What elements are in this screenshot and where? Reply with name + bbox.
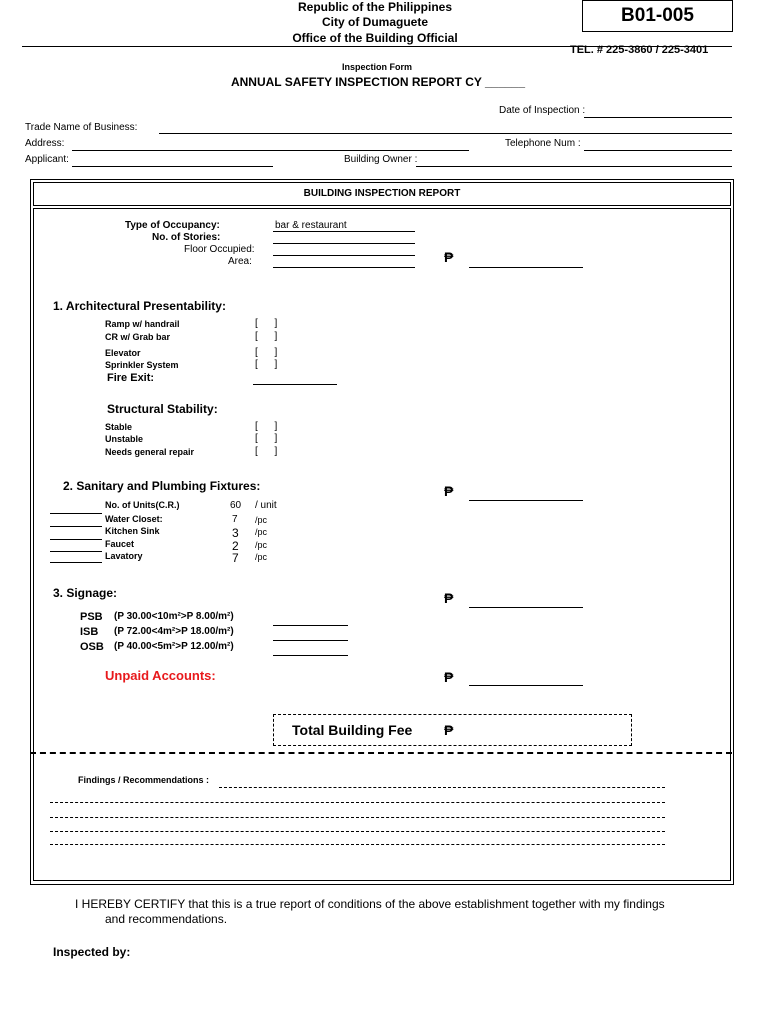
occupancy-field[interactable]	[273, 231, 415, 232]
date-field[interactable]	[584, 117, 732, 118]
checkbox-repair[interactable]: [ ]	[255, 446, 278, 457]
trade-label: Trade Name of Business:	[25, 122, 138, 133]
owner-field[interactable]	[416, 166, 732, 167]
applicant-field[interactable]	[72, 166, 273, 167]
findings-line[interactable]	[50, 817, 665, 818]
peso-sign: ₱	[444, 590, 454, 606]
address-field[interactable]	[72, 150, 469, 151]
checkbox-elevator[interactable]: [ ]	[255, 347, 278, 358]
header-office: Office of the Building Official	[292, 31, 458, 45]
arch-item: Ramp w/ handrail	[105, 319, 180, 329]
fixture-unit: /pc	[255, 552, 268, 562]
fixture-blank[interactable]	[50, 513, 102, 514]
fixture-unit: /pc	[255, 515, 268, 525]
signage-field[interactable]	[273, 640, 348, 641]
units-label: No. of Units(C.R.)	[105, 500, 180, 510]
address-label: Address:	[25, 138, 65, 149]
telephone-field[interactable]	[584, 150, 732, 151]
header-republic: Republic of the Philippines	[297, 0, 452, 14]
report-title-box	[33, 182, 731, 206]
applicant-label: Applicant:	[25, 154, 69, 165]
findings-line[interactable]	[50, 802, 665, 803]
findings-line[interactable]	[50, 831, 665, 832]
area-field[interactable]	[273, 267, 415, 268]
checkbox-unstable[interactable]: [ ]	[255, 433, 278, 444]
fixture-blank[interactable]	[50, 539, 102, 540]
checkbox-cr[interactable]: [ ]	[255, 331, 278, 342]
signage-title: 3. Signage:	[53, 586, 118, 600]
certify-text-2: and recommendations.	[105, 912, 228, 926]
checkbox-ramp[interactable]: [ ]	[255, 318, 278, 329]
floor-label: Floor Occupied:	[184, 244, 255, 255]
section-divider	[30, 752, 732, 754]
signage-code: ISB	[80, 626, 99, 638]
sanitary-title: 2. Sanitary and Plumbing Fixtures:	[63, 479, 261, 493]
fire-exit-label: Fire Exit:	[107, 372, 155, 384]
header-tel: TEL. # 225-3860 / 225-3401	[570, 44, 709, 56]
unpaid-fee-field[interactable]	[469, 685, 583, 686]
structural-item: Stable	[105, 422, 133, 432]
signage-fee-field[interactable]	[469, 607, 583, 608]
structural-title: Structural Stability:	[107, 402, 218, 416]
arch-item: Elevator	[105, 348, 141, 358]
telephone-label: Telephone Num :	[505, 138, 581, 149]
signage-rate: (P 72.00<4m²>P 18.00/m²)	[114, 626, 234, 637]
signage-code: OSB	[80, 641, 104, 653]
trade-field[interactable]	[159, 133, 732, 134]
fire-exit-field[interactable]	[253, 384, 337, 385]
peso-sign: ₱	[444, 483, 454, 499]
arch-item: CR w/ Grab bar	[105, 332, 171, 342]
signage-code: PSB	[80, 611, 103, 623]
checkbox-stable[interactable]: [ ]	[255, 421, 278, 432]
report-title: BUILDING INSPECTION REPORT	[303, 188, 461, 199]
peso-sign: ₱	[444, 669, 454, 685]
form-label: Inspection Form	[341, 62, 412, 72]
occupancy-value: bar & restaurant	[275, 220, 347, 231]
fixture-unit: /pc	[255, 540, 268, 550]
arch-title: 1. Architectural Presentability:	[53, 299, 226, 313]
fixture-qty: 7	[232, 551, 239, 565]
fixture-name: Lavatory	[105, 551, 143, 561]
area-fee-field[interactable]	[469, 267, 583, 268]
fixture-name: Kitchen Sink	[105, 526, 160, 536]
form-title: ANNUAL SAFETY INSPECTION REPORT CY ______	[230, 75, 526, 89]
floor-field[interactable]	[273, 255, 415, 256]
peso-sign: ₱	[444, 722, 454, 738]
fixture-qty: 2	[232, 539, 239, 553]
certify-text: I HEREBY CERTIFY that this is a true report of conditions of the above establishment together with my findings	[75, 897, 665, 911]
signage-field[interactable]	[273, 625, 348, 626]
units-unit: / unit	[255, 500, 277, 511]
header-city: City of Dumaguete	[321, 15, 428, 29]
fixture-name: Faucet	[105, 539, 135, 549]
total-label: Total Building Fee	[292, 722, 413, 738]
fixture-qty: 7	[232, 514, 238, 525]
inspected-by-label: Inspected by:	[53, 945, 131, 959]
total-box	[273, 714, 632, 746]
form-code-box: B01-005	[582, 0, 733, 32]
fixture-blank[interactable]	[50, 562, 102, 563]
arch-item: Sprinkler System	[105, 360, 179, 370]
fixture-qty: 3	[232, 526, 239, 540]
checkbox-sprinkler[interactable]: [ ]	[255, 359, 278, 370]
occupancy-label: Type of Occupancy:	[125, 220, 220, 231]
findings-line[interactable]	[50, 844, 665, 845]
sanitary-fee-field[interactable]	[469, 500, 583, 501]
findings-line[interactable]	[219, 787, 665, 788]
fixture-blank[interactable]	[50, 526, 102, 527]
unpaid-label: Unpaid Accounts:	[105, 668, 216, 683]
fixture-unit: /pc	[255, 527, 268, 537]
signage-field[interactable]	[273, 655, 348, 656]
date-label: Date of Inspection :	[499, 105, 586, 116]
fixture-blank[interactable]	[50, 551, 102, 552]
owner-label: Building Owner :	[344, 154, 418, 165]
fixture-name: Water Closet:	[105, 514, 163, 524]
stories-field[interactable]	[273, 243, 415, 244]
peso-sign: ₱	[444, 249, 454, 265]
units-value: 60	[230, 500, 242, 511]
signage-rate: (P 40.00<5m²>P 12.00/m²)	[114, 641, 234, 652]
signage-rate: (P 30.00<10m²>P 8.00/m²)	[114, 611, 234, 622]
stories-label: No. of Stories:	[152, 232, 221, 243]
structural-item: Unstable	[105, 434, 144, 444]
findings-label: Findings / Recommendations :	[78, 775, 210, 785]
area-label: Area:	[228, 256, 252, 267]
structural-item: Needs general repair	[105, 447, 195, 457]
